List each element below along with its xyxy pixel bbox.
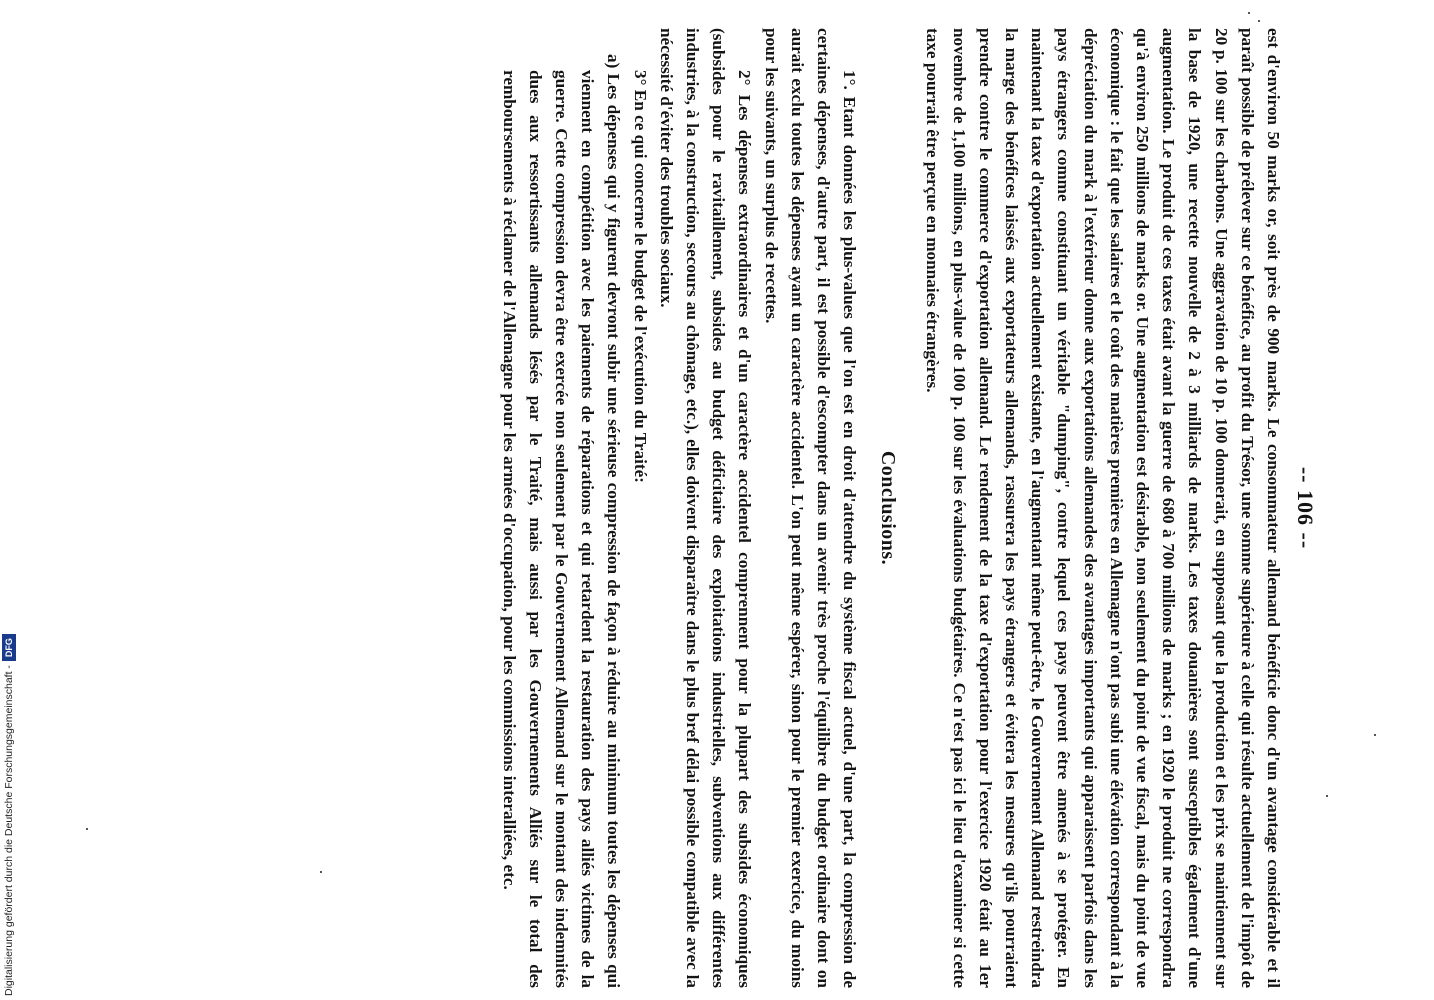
- speck: [1326, 795, 1328, 797]
- rotated-document-page: [88, 28, 1318, 988]
- digitization-footer: [2, 496, 16, 996]
- conclusion-1: 1°. Etant données les plus-values que l'on est en droit d'attendre du système fiscal actuel, d'une part, la compression de certaines dépenses, d'autre part, il est possible d'escompter dans un avenir très proche l'équilibre du budget ordinaire dont on aurait exclu toutes les dépenses ayant un caractère accidentel. L'on peut même espérer, sinon pour le premier exercice, du moins pour les suivants, un surplus de recettes.: [761, 28, 860, 988]
- speck: [1258, 20, 1260, 22]
- conclusion-3: 3° En ce qui concerne le budget de l'exécution du Traité:: [630, 70, 650, 483]
- conclusion-3a: a) Les dépenses qui y figurent devront subir une sérieuse compression de façon à réduire au minimum toutes les dépenses qui viennent en compétition avec les paiements de réparations et qui retardent la restauration des pays alliés victimes de la guerre. Cette compression devra être exercée non seulement par le Gouvernement Allemand sur le montant des indemnités dues aux ressortissants allemands lésés par le Traité, mais aussi par les Gouvernements Alliés sur le total des remboursements à réclamer de l'Allemagne pour les armées d'occupation, pour les commissions interalliées, etc.: [499, 54, 624, 988]
- body-paragraph: est d'environ 50 marks or, soit près de 900 marks. Le consommateur allemand bénéficie donc d'un avantage considérable et il paraît possible de prélever sur ce bénéfice, au profit du Trésor, une somme supérieure à celle qui résulte actuellement de l'impôt de 20 p. 100 sur les charbons. Une aggravation de 10 p. 100 donnerait, en supposant que la production et les prix se maintiennent sur la base de 1920, une recette nouvelle de 2 à 3 milliards de marks. Les taxes douanières sont susceptibles également d'une augmentation. Le produit de ces taxes était avant la guerre de 680 à 700 millions de marks ; en 1920 le produit ne correspondra qu'à environ 250 millions de marks or. Une augmentation est désirable, non seulement du point de vue fiscal, mais du point de vue économique : le fait que les salaires et le coût des matières premières en Allemagne n'ont pas subi une élévation correspondant à la dépréciation du mark à l'extérieur donne aux exportations allemandes des avantages importants qui apparaissent parfois dans les pays étrangers comme constituant un véritable "dumping", contre lequel ces pays peuvent être amenés à se protéger. En maintenant la taxe d'exportation actuellement existante, en l'augmentant même peut-être, le Gouvernement Allemand restreindra la marge des bénéfices laissés aux exportateurs allemands, rassurera les pays étrangers et évitera les mesures qu'ils pourraient prendre contre le commerce d'exportation allemand. Le rendement de la taxe d'exportation pour l'exercice 1920 était au 1er novembre de 1,100 millions, en plus-value de 100 p. 100 sur les évaluations budgétaires. Ce n'est pas ici le lieu d'examiner si cette taxe pourrait être perçue en monnaies étrangères.: [923, 28, 1283, 988]
- speck: [320, 871, 322, 873]
- conclusions-heading: Conclusions.: [877, 450, 900, 566]
- page-number: -- 106 --: [1293, 466, 1318, 550]
- speck: [86, 828, 88, 830]
- speck: [1248, 12, 1250, 14]
- conclusion-2: 2° Les dépenses extraordinaires et d'un caractère accidentel comprennent pour la plupart des subsides économiques (subsides pour le ravitaillement, subsides au budget déficitaire des exploitations industrielles, subventions aux différentes industries, à la construction, secours au chômage, etc.), elles doivent disparaître dans le plus bref délai possible compatible avec la nécessité d'éviter des troubles sociaux.: [656, 28, 755, 988]
- dfg-logo: DFG: [2, 634, 16, 661]
- footer-text: Digitalisierung gefördert durch die Deutsche Forschungsgemeinschaft -: [3, 665, 15, 996]
- speck: [1374, 734, 1376, 736]
